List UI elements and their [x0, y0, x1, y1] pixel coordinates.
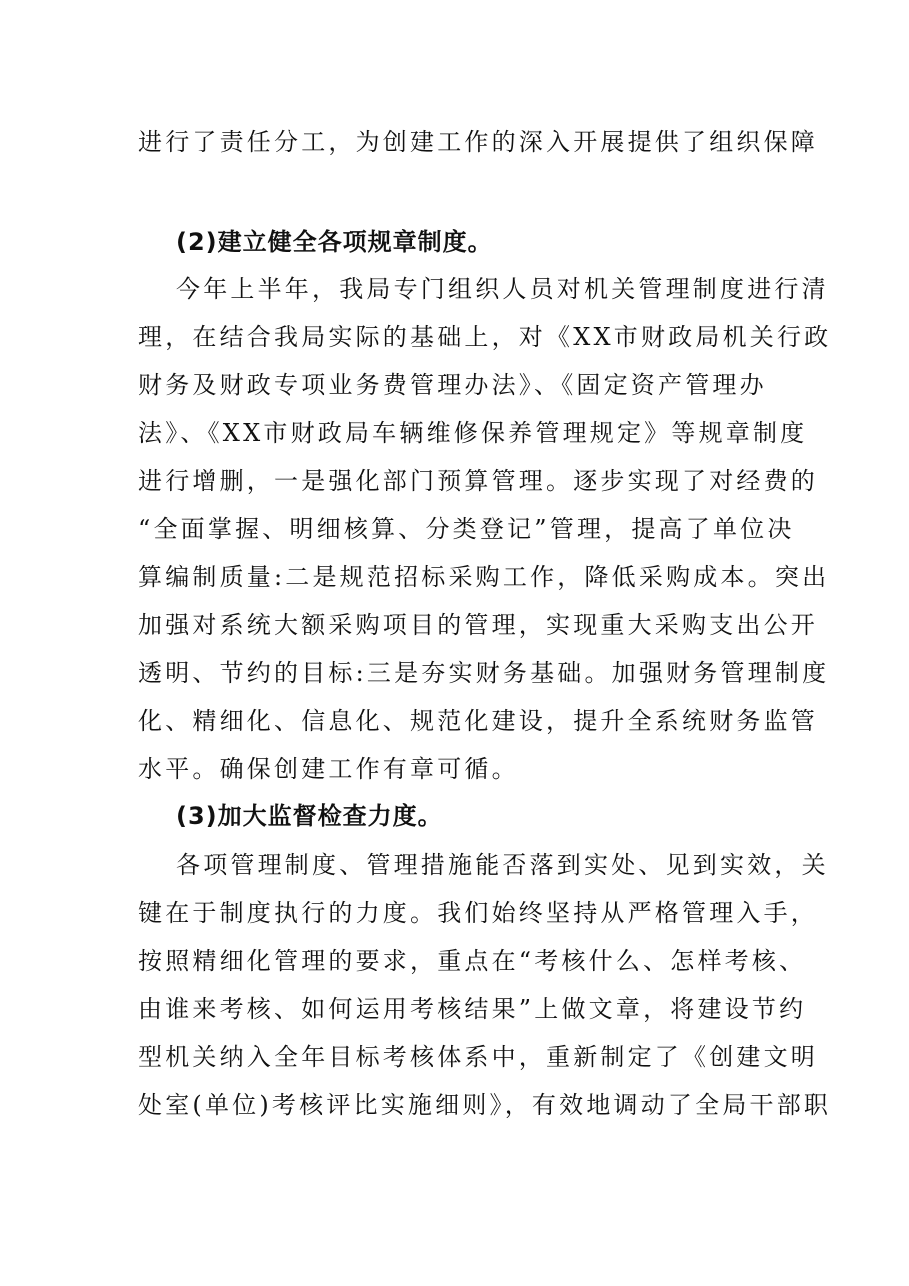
paragraph-line: 财务及财政专项业务费管理办法》、《固定资产管理办	[138, 371, 767, 399]
paragraph-line: 按照精细化管理的要求，重点在“考核什么、怎样考核、	[138, 947, 807, 975]
paragraph-line: 法》、《XX市财政局车辆维修保养管理规定》等规章制度	[138, 419, 808, 447]
paragraph-line: “全面掌握、明细核算、分类登记”管理，提高了单位决	[138, 515, 795, 543]
paragraph-line: 化、精细化、信息化、规范化建设，提升全系统财务监管	[138, 707, 818, 735]
paragraph-line: 进行增删，一是强化部门预算管理。逐步实现了对经费的	[138, 467, 818, 495]
paragraph-line: 由谁来考核、如何运用考核结果”上做文章，将建设节约	[138, 995, 807, 1023]
paragraph-line: 理，在结合我局实际的基础上，对《XX市财政局机关行政	[138, 323, 832, 351]
paragraph-line: 透明、节约的目标:三是夯实财务基础。加强财务管理制度	[138, 659, 830, 687]
paragraph-line: 今年上半年，我局专门组织人员对机关管理制度进行清	[176, 275, 829, 303]
section-heading-3: (3)加大监督检查力度。	[176, 802, 443, 830]
paragraph-line: 算编制质量:二是规范招标采购工作，降低采购成本。突出	[138, 563, 830, 591]
paragraph-line: 各项管理制度、管理措施能否落到实处、见到实效，关	[176, 851, 829, 879]
paragraph-line: 加强对系统大额采购项目的管理，实现重大采购支出公开	[138, 611, 818, 639]
section-heading-2: (2)建立健全各项规章制度。	[176, 228, 493, 256]
paragraph-line: 处室(单位)考核评比实施细则》，有效地调动了全局干部职	[138, 1091, 832, 1119]
paragraph-line: 型机关纳入全年目标考核体系中，重新制定了《创建文明	[138, 1043, 818, 1071]
paragraph-line: 进行了责任分工，为创建工作的深入开展提供了组织保障	[138, 128, 818, 156]
paragraph-line: 水平。确保创建工作有章可循。	[138, 755, 519, 783]
paragraph-line: 键在于制度执行的力度。我们始终坚持从严格管理入手，	[138, 899, 818, 927]
